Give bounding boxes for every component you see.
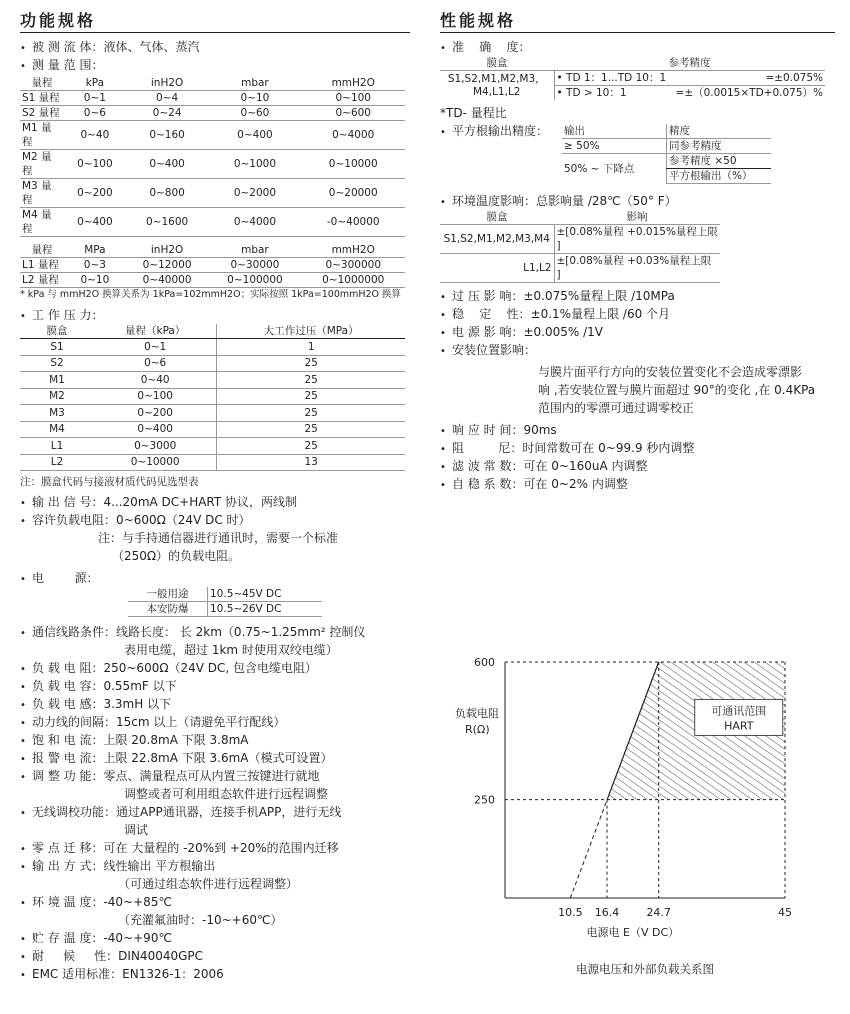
comm-label: 通信线路条件 [32, 625, 105, 639]
zero-value: 可在 大量程的 -20%到 +20%的范围内迁移 [103, 841, 339, 855]
pressure-cell: 0~100 [94, 388, 217, 405]
bullet-icon: • [20, 772, 26, 783]
output-row: • 输 出 信 号：4...20mA DC+HART 协议，两线制 [20, 493, 410, 511]
spec-item-label: 自 稳 系 数 [452, 477, 512, 491]
load-row: • 容许负载电阻：0~600Ω（24V DC 时） [20, 511, 410, 529]
spec-item-value: 可在 0~160uA 内调整 [523, 459, 648, 473]
bullet-icon: • [20, 898, 26, 909]
spec-item-row: • 响 应 时 间：90ms [440, 421, 835, 439]
td-note: *TD- 量程比 [440, 106, 507, 120]
bullet-icon: • [440, 197, 446, 208]
range-cell: 0~24 [126, 106, 209, 121]
pressure-table [20, 324, 405, 471]
bullet-icon: • [20, 498, 26, 509]
range-cell: 0~100 [301, 91, 405, 106]
left-items2-list [20, 929, 410, 983]
pressure-row: • 工 作 压 力： [20, 306, 410, 324]
pressure-cell: 25 [217, 355, 405, 372]
range-cell: 0~30000 [208, 258, 301, 273]
outmode-value-2: （可通过组态软件进行远程调整） [118, 877, 299, 891]
x-axis-title: 电源电 E（V DC） [586, 926, 680, 939]
bullet-icon: • [440, 462, 446, 473]
pressure-header-cell: 膜盒 [20, 324, 94, 339]
spec-item-row: • 耐 候 性：DIN40040GPC [20, 947, 410, 965]
range-cell: 0~20000 [301, 179, 405, 208]
spec-item-label: 负 载 电 容 [32, 679, 92, 693]
pressure-cell: 25 [217, 388, 405, 405]
range-cell: S2 量程 [20, 106, 64, 121]
bullet-icon: • [20, 61, 26, 72]
power-table [128, 587, 322, 617]
accuracy-label: 准 确 度 [452, 40, 519, 54]
range-header-cell: inH2O [126, 243, 209, 258]
range-table-row [20, 106, 405, 121]
sqrt-table [562, 124, 771, 184]
spec-item-value: 15cm 以上（请避免平行配线） [116, 715, 286, 729]
spec-item-row: • 过 压 影 响：±0.075%量程上限 /10MPa [440, 287, 835, 305]
zero-label: 零 点 迁 移 [32, 841, 92, 855]
amb-r1-key: S1,S2,M1,M2,M3,M4 [440, 225, 554, 254]
fluid-value: 液体、气体、蒸汽 [103, 40, 200, 54]
mount-line-3: 范围内的零漂可通过调零校正 [538, 401, 695, 415]
amb-r1-value: ±[0.08%量程 +0.015%量程上限 ] [554, 225, 720, 254]
range-cell: M2 量程 [20, 150, 64, 179]
power-row: • 电 源： [20, 569, 410, 587]
spec-item-row: • 负 载 电 阻：250~600Ω（24V DC, 包含电缆电阻） [20, 659, 410, 677]
mount-label: 安装位置影响 [452, 343, 525, 357]
pressure-cell: M1 [20, 372, 94, 389]
spec-item-label: 饱 和 电 流 [32, 733, 92, 747]
pressure-cell: L2 [20, 454, 94, 471]
functional-spec-column [20, 0, 410, 983]
wireless-value-1: 通过APP通讯器，连接手机APP，进行无线 [116, 805, 342, 819]
pressure-table-row [20, 405, 405, 422]
spec-item-label: 滤 波 常 数 [452, 459, 512, 473]
spec-item-row: • 电 源 影 响：±0.005% /1V [440, 323, 835, 341]
range-header-cell: mbar [208, 76, 301, 91]
range-cell: M4 量程 [20, 208, 64, 237]
range-cell: -0~40000 [301, 208, 405, 237]
spec-item-label: 电 源 影 响 [452, 325, 512, 339]
right-items-list [440, 287, 835, 341]
wireless-label: 无线调校功能 [32, 805, 105, 819]
sqrt-r2-key: 50% ~ 下降点 [564, 162, 635, 175]
pressure-label: 工 作 压 力 [32, 308, 92, 322]
range-header-cell: 量程 [20, 243, 64, 258]
sqrt-header-accuracy: 精度 [667, 124, 772, 139]
spec-item-row: • 稳 定 性：±0.1%量程上限 /60 个月 [440, 305, 835, 323]
bullet-icon: • [20, 628, 26, 639]
range-cell: 0~400 [208, 121, 301, 150]
bullet-icon: • [20, 970, 26, 981]
spec-item-value: DIN40040GPC [118, 949, 204, 963]
spec-item-value: 90ms [523, 423, 557, 437]
bullet-icon: • [440, 426, 446, 437]
bullet-icon: • [20, 516, 26, 527]
adjust-row: • 调 整 功 能：零点、满量程点可从内置三按键进行就地 [20, 767, 410, 785]
spec-item-label: 报 警 电 流 [32, 751, 92, 765]
pressure-table-row [20, 339, 405, 356]
range-cell: 0~12000 [126, 258, 209, 273]
range-cell: 0~300000 [301, 258, 405, 273]
range-cell: M1 量程 [20, 121, 64, 150]
range-cell: 0~200 [64, 179, 126, 208]
x-tick-label: 45 [778, 906, 792, 919]
x-tick-label: 16.4 [594, 906, 620, 919]
load-voltage-chart [440, 640, 835, 980]
pressure-cell: 25 [217, 372, 405, 389]
range-header-cell: MPa [64, 243, 126, 258]
spec-item-label: EMC 适用标准 [32, 967, 111, 981]
zero-row: • 零 点 迁 移：可在 大量程的 -20%到 +20%的范围内迁移 [20, 839, 410, 857]
load-note-2: （250Ω）的负载电阻。 [112, 549, 241, 563]
range-header-cell: kPa [64, 76, 126, 91]
bullet-icon: • [20, 311, 26, 322]
title-underline [440, 32, 835, 33]
range-cell: 0~60 [208, 106, 301, 121]
envtemp-row: • 环 境 温 度：-40~+85℃ [20, 893, 410, 911]
spec-item-value: 上限 20.8mA 下限 3.8mA [103, 733, 249, 747]
range-note: * kPa 与 mmH2O 换算关系为 1kPa=102mmH2O；实际按照 1kPa=100mmH2O 换算 [20, 289, 402, 300]
bullet-icon: • [440, 346, 446, 357]
pressure-cell: M4 [20, 421, 94, 438]
pressure-cell: S1 [20, 339, 94, 356]
pressure-cell: 25 [217, 438, 405, 455]
range-cell: 0~4000 [208, 208, 301, 237]
range-cell: 0~800 [126, 179, 209, 208]
range-cell: 0~160 [126, 121, 209, 150]
range-cell: 0~1000 [208, 150, 301, 179]
range-cell: M3 量程 [20, 179, 64, 208]
range-table-row [20, 91, 405, 106]
pressure-table-row [20, 421, 405, 438]
sqrt-r1-key: ≥ 50% [562, 139, 667, 154]
spec-item-row: • 自 稳 系 数：可在 0~2% 内调整 [440, 475, 835, 493]
pressure-header-cell: 量程（kPa） [94, 324, 217, 339]
load-label: 容许负载电阻 [32, 513, 105, 527]
bullet-icon: • [440, 127, 446, 138]
acc-header-ref: 参考精度 [554, 56, 825, 71]
range-cell: 0~400 [126, 150, 209, 179]
range-header-cell: mbar [208, 243, 301, 258]
ambient-row: • 环境温度影响：总影响量 /28℃（50° F） [440, 192, 835, 210]
range-header-cell: mmH2O [301, 76, 405, 91]
range-cell: 0~10000 [301, 150, 405, 179]
adjust-value-1: 零点、满量程点可从内置三按键进行就地 [103, 769, 320, 783]
y-tick-label: 250 [474, 793, 495, 807]
load-value: 0~600Ω（24V DC 时） [116, 513, 251, 527]
sqrt-row: • 平方根输出精度： [440, 122, 548, 140]
outmode-row: • 输 出 方 式：线性输出 平方根输出 [20, 857, 410, 875]
pressure-cell: 0~6 [94, 355, 217, 372]
ambient-table [440, 210, 720, 283]
range-table-row [20, 258, 405, 273]
pressure-cell: S2 [20, 355, 94, 372]
spec-item-row: • 饱 和 电 流：上限 20.8mA 下限 3.8mA [20, 731, 410, 749]
spec-item-value: 3.3mH 以下 [103, 697, 172, 711]
ambient-label: 环境温度影响 [452, 194, 525, 208]
range-label: 测 量 范 围 [32, 58, 92, 72]
accuracy-table [440, 56, 825, 100]
range-header-cell: inH2O [126, 76, 209, 91]
envtemp-value-2: （充灌氟油时：-10~+60℃） [118, 913, 283, 927]
pressure-note: 注：膜盒代码与接液材质代码见选型表 [20, 476, 199, 488]
adjust-value-2: 调整或者可利用组态软件进行远程调整 [124, 787, 329, 801]
acc-header-capsule: 膜盒 [440, 56, 554, 71]
power-is-value: 10.5~26V DC [208, 602, 323, 617]
pressure-table-row [20, 388, 405, 405]
right-items2-list [440, 421, 835, 493]
range-cell: S1 量程 [20, 91, 64, 106]
spec-item-value: ±0.1%量程上限 /60 个月 [530, 307, 671, 321]
pressure-cell: 0~200 [94, 405, 217, 422]
bullet-icon: • [20, 754, 26, 765]
bullet-icon: • [20, 43, 26, 54]
range-header-cell: mmH2O [301, 243, 405, 258]
pressure-table-row [20, 355, 405, 372]
range-cell: 0~600 [301, 106, 405, 121]
pressure-cell: M2 [20, 388, 94, 405]
bullet-icon: • [440, 480, 446, 491]
power-label: 电 源 [32, 571, 87, 585]
spec-item-value: 可在 0~2% 内调整 [523, 477, 628, 491]
range-cell: 0~400 [64, 208, 126, 237]
chart-title: 电源电压和外部负载关系图 [576, 962, 714, 976]
outmode-label: 输 出 方 式 [32, 859, 92, 873]
spec-item-row: • 报 警 电 流：上限 22.8mA 下限 3.6mA（模式可设置） [20, 749, 410, 767]
sqrt-r2-value-2: 平方根输出（%） [667, 169, 772, 184]
sqrt-section [440, 122, 835, 186]
spec-item-value: 时间常数可在 0~99.9 秒内调整 [522, 441, 695, 455]
comm-value-2: 表用电缆，超过 1km 时使用双绞电缆） [124, 643, 338, 657]
pressure-cell: L1 [20, 438, 94, 455]
range-header-cell: 量程 [20, 76, 64, 91]
spec-item-value: EN1326-1：2006 [122, 967, 224, 981]
spec-item-row: • 负 载 电 感：3.3mH 以下 [20, 695, 410, 713]
power-general-key: 一般用途 [128, 587, 208, 602]
fluid-row: • 被 测 流 体：液体、气体、蒸汽 [20, 38, 410, 56]
x-tick-label: 24.7 [646, 906, 671, 919]
bullet-icon: • [20, 718, 26, 729]
bullet-icon: • [20, 574, 26, 585]
spec-item-label: 负 载 电 阻 [32, 661, 92, 675]
spec-item-label: 阻 尼 [452, 441, 511, 455]
pressure-cell: 13 [217, 454, 405, 471]
range-cell: 0~4 [126, 91, 209, 106]
range-cell: 0~10 [208, 91, 301, 106]
ambient-value: 总影响量 /28℃（50° F） [536, 194, 677, 208]
bullet-icon: • [440, 292, 446, 303]
acc-r2-value: =±（0.0015×TD+0.075）% [670, 86, 825, 101]
spec-item-row: • EMC 适用标准：EN1326-1：2006 [20, 965, 410, 983]
range-cell: 0~1600 [126, 208, 209, 237]
bullet-icon: • [440, 328, 446, 339]
load-note-1: 注：与手持通信器进行通讯时，需要一个标准 [98, 531, 339, 545]
range-cell: 0~40000 [126, 273, 209, 288]
pressure-cell: 0~1 [94, 339, 217, 356]
bullet-icon: • [20, 844, 26, 855]
pressure-cell: 25 [217, 405, 405, 422]
pressure-cell: 0~40 [94, 372, 217, 389]
pressure-table-row [20, 372, 405, 389]
bullet-icon: • [20, 736, 26, 747]
pressure-cell: M3 [20, 405, 94, 422]
amb-header-effect: 影响 [554, 210, 720, 225]
bullet-icon: • [20, 952, 26, 963]
wireless-value-2: 调试 [124, 823, 149, 837]
bullet-icon: • [440, 310, 446, 321]
range-table [20, 76, 405, 288]
bullet-icon: • [20, 862, 26, 873]
range-table-row [20, 273, 405, 288]
range-table-row [20, 179, 405, 208]
spec-item-label: 稳 定 性 [452, 307, 519, 321]
spec-item-label: 响 应 时 间 [452, 423, 512, 437]
spec-item-value: ±0.075%量程上限 /10MPa [523, 289, 675, 303]
range-cell: 0~3 [64, 258, 126, 273]
acc-capsules: S1,S2,M1,M2,M3，M4,L1,L2 [440, 71, 554, 101]
title-underline [20, 32, 410, 33]
pressure-header-cell: 大工作过压（MPa） [217, 324, 405, 339]
accuracy-row: • 准 确 度： [440, 38, 835, 56]
range-cell: 0~2000 [208, 179, 301, 208]
spec-item-row: • 负 载 电 容：0.55mF 以下 [20, 677, 410, 695]
sqrt-r2-value-1: 参考精度 ×50 [667, 154, 772, 169]
performance-spec-title: 性能规格 [440, 11, 517, 30]
amb-r2-key: L1,L2 [440, 254, 554, 283]
range-cell: 0~100 [64, 150, 126, 179]
outmode-value-1: 线性输出 平方根输出 [103, 859, 216, 873]
envtemp-value-1: -40~+85℃ [103, 895, 172, 909]
pressure-cell: 0~3000 [94, 438, 217, 455]
spec-item-label: 动力线的间隔 [32, 715, 105, 729]
sqrt-r1-value: 同参考精度 [667, 139, 772, 154]
pressure-cell: 0~10000 [94, 454, 217, 471]
spec-item-value: 250~600Ω（24V DC, 包含电缆电阻） [103, 661, 318, 675]
spec-item-value: -40~+90℃ [103, 931, 172, 945]
range-table-row [20, 208, 405, 237]
spec-item-label: 过 压 影 响 [452, 289, 512, 303]
spec-item-row: • 动力线的间隔：15cm 以上（请避免平行配线） [20, 713, 410, 731]
amb-r2-value: ±[0.08%量程 +0.03%量程上限 ] [554, 254, 720, 283]
range-table-row [20, 121, 405, 150]
pressure-table-row [20, 438, 405, 455]
spec-item-value: 上限 22.8mA 下限 3.6mA（模式可设置） [103, 751, 333, 765]
bullet-icon: • [20, 700, 26, 711]
spec-item-label: 负 载 电 感 [32, 697, 92, 711]
functional-spec-title: 功能规格 [20, 11, 97, 30]
bullet-icon: • [20, 934, 26, 945]
range-table-row [20, 150, 405, 179]
y-axis-title: 负载电阻 [455, 707, 499, 721]
mount-line-2: 响 ,若安装位置与膜片面超过 90°的变化 ,在 0.4KPa [538, 383, 816, 397]
pressure-cell: 0~400 [94, 421, 217, 438]
bullet-icon: • [440, 43, 446, 54]
y-tick-label: 600 [474, 656, 495, 669]
acc-r2-key: • TD > 10：1 [554, 86, 670, 101]
range-row: • 测 量 范 围： [20, 56, 410, 74]
spec-item-value: ±0.005% /1V [523, 325, 603, 339]
power-is-key: 本安防爆 [128, 602, 208, 617]
bullet-icon: • [440, 444, 446, 455]
range-cell: 0~40 [64, 121, 126, 150]
hart-label-line1: 可通讯范围 [711, 704, 767, 718]
x-tick-label: 10.5 [558, 906, 583, 919]
range-cell: L1 量程 [20, 258, 64, 273]
spec-item-label: 耐 候 性 [32, 949, 107, 963]
output-value: 4...20mA DC+HART 协议，两线制 [103, 495, 298, 509]
spec-item-value: 0.55mF 以下 [103, 679, 177, 693]
acc-r1-key: • TD 1：1...TD 10：1 [556, 72, 667, 84]
output-label: 输 出 信 号 [32, 495, 92, 509]
adjust-label: 调 整 功 能 [32, 769, 92, 783]
spec-item-label: 贮 存 温 度 [32, 931, 92, 945]
left-items-list [20, 659, 410, 767]
performance-spec-column [440, 0, 835, 976]
range-cell: 0~1000000 [301, 273, 405, 288]
spec-item-row: • 滤 波 常 数：可在 0~160uA 内调整 [440, 457, 835, 475]
hart-label-line2: HART [724, 719, 754, 733]
sqrt-label: 平方根输出精度 [452, 124, 537, 138]
range-cell: 0~4000 [301, 121, 405, 150]
spec-item-row: • 阻 尼：时间常数可在 0~99.9 秒内调整 [440, 439, 835, 457]
acc-r1-value: =±0.075% [765, 72, 823, 84]
bullet-icon: • [20, 664, 26, 675]
wireless-row: • 无线调校功能：通过APP通讯器，连接手机APP，进行无线 [20, 803, 410, 821]
comm-value-1: 线路长度： 长 2km（0.75~1.25mm² 控制仪 [116, 625, 366, 639]
sqrt-header-output: 输出 [562, 124, 667, 139]
y-axis-title-unit: R(Ω) [465, 723, 490, 737]
range-cell: 0~100000 [208, 273, 301, 288]
range-cell: L2 量程 [20, 273, 64, 288]
range-cell: 0~1 [64, 91, 126, 106]
fluid-label: 被 测 流 体 [32, 40, 92, 54]
power-general-value: 10.5~45V DC [208, 587, 323, 602]
pressure-cell: 25 [217, 421, 405, 438]
spec-item-row: • 贮 存 温 度：-40~+90℃ [20, 929, 410, 947]
mount-line-1: 与膜片面平行方向的安装位置变化不会造成零漂影 [538, 365, 803, 379]
bullet-icon: • [20, 682, 26, 693]
mount-row: • 安装位置影响： [440, 341, 835, 359]
bullet-icon: • [20, 808, 26, 819]
pressure-table-row [20, 454, 405, 471]
range-cell: 0~6 [64, 106, 126, 121]
range-cell: 0~10 [64, 273, 126, 288]
amb-header-capsule: 膜盒 [440, 210, 554, 225]
pressure-cell: 1 [217, 339, 405, 356]
load-line-dashed [570, 800, 607, 898]
envtemp-label: 环 境 温 度 [32, 895, 92, 909]
comm-row: • 通信线路条件：线路长度： 长 2km（0.75~1.25mm² 控制仪 [20, 623, 410, 641]
